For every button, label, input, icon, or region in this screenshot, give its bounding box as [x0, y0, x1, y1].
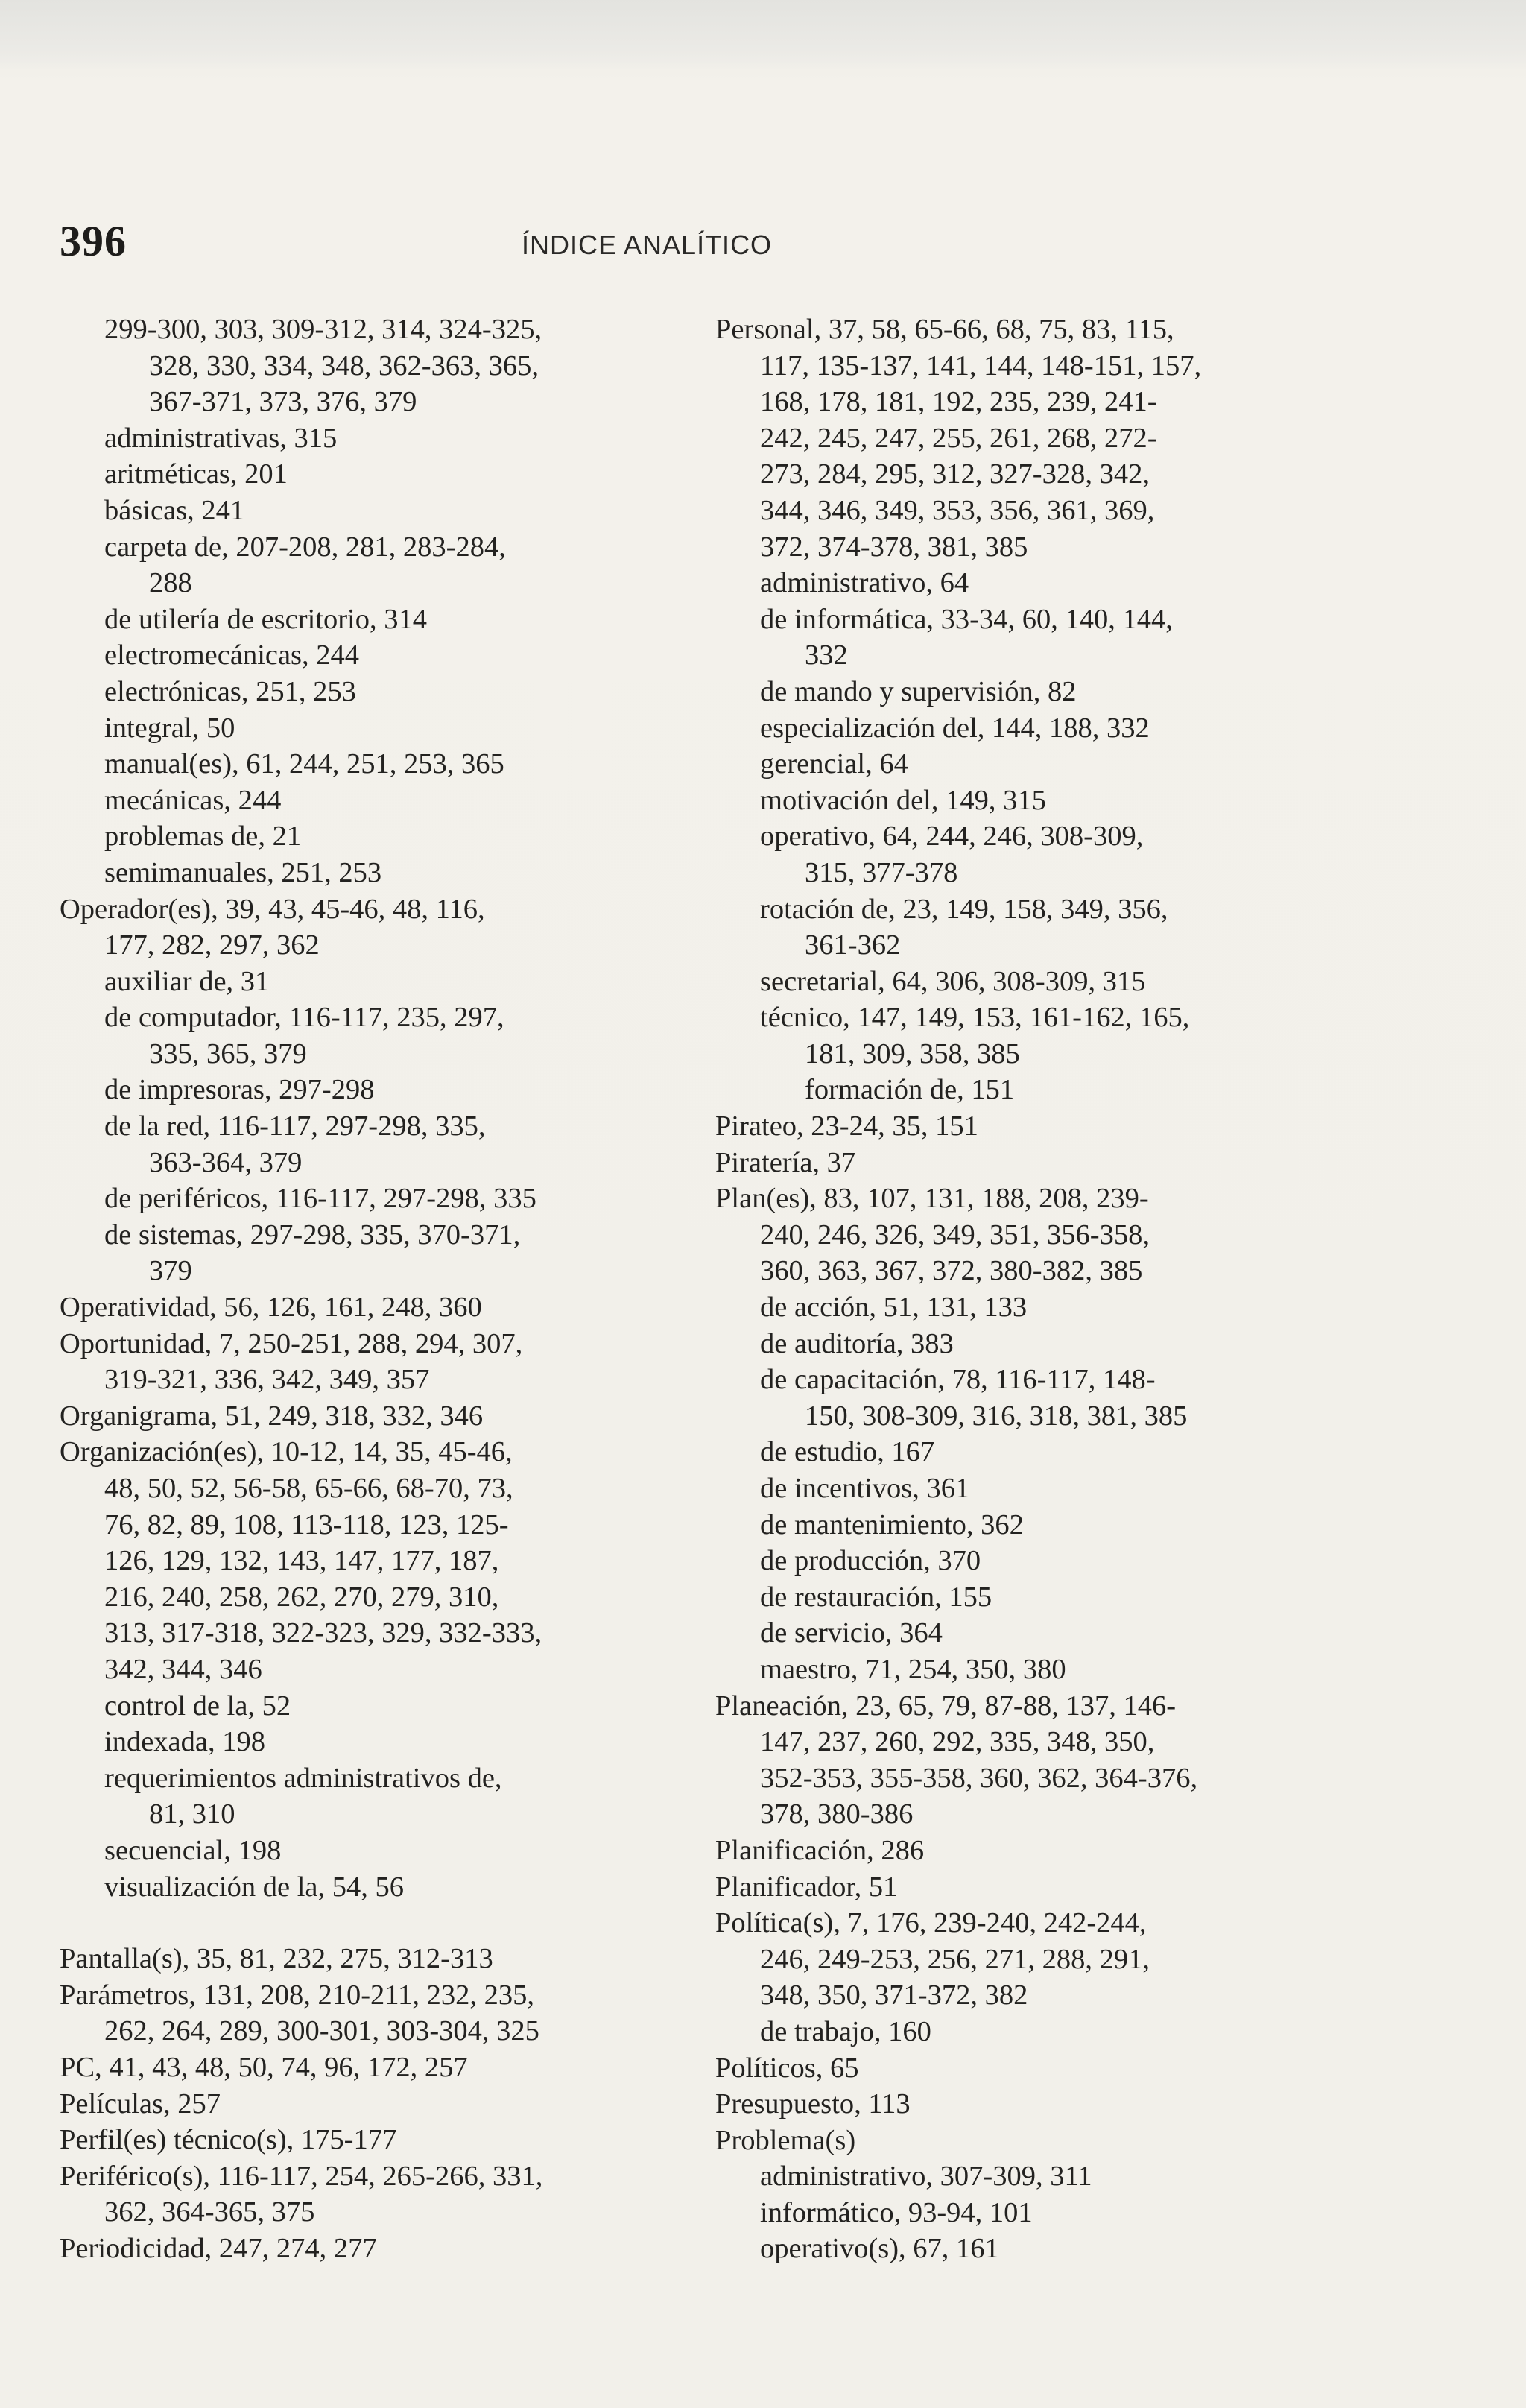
entry-line: de la red, 116-117, 297-298, 335, [104, 1110, 486, 1143]
index-subentry [760, 1470, 1371, 1507]
entry-line: control de la, 52 [104, 1690, 291, 1722]
entry-line: 181, 309, 358, 385 [805, 1037, 1020, 1069]
index-subentry [760, 1507, 1371, 1543]
entry-line: de estudio, 167 [760, 1436, 935, 1468]
index-subentry [760, 1579, 1371, 1616]
entry-line: de trabajo, 160 [760, 2015, 931, 2047]
index-entry [715, 1688, 1371, 1833]
entry-line: de mantenimiento, 362 [760, 1508, 1024, 1540]
index-subentry [760, 601, 1371, 674]
index-entry [715, 2086, 1371, 2123]
entry-line: de mando y supervisión, 82 [760, 675, 1077, 707]
entry-line: 76, 82, 89, 108, 113-118, 123, 125- [104, 1508, 509, 1540]
entry-line: operativo, 64, 244, 246, 308-309, [760, 821, 1144, 853]
index-entry [60, 1289, 700, 1326]
index-subentry [104, 1217, 700, 1289]
entry-line: Pantalla(s), 35, 81, 232, 275, 312-313 [60, 1943, 493, 1975]
entry-line: 372, 374-378, 381, 385 [760, 531, 1028, 563]
entry-line: formación de, 151 [805, 1074, 1015, 1106]
entry-line: secretarial, 64, 306, 308-309, 315 [760, 965, 1146, 997]
entry-line: de sistemas, 297-298, 335, 370-371, [104, 1219, 521, 1251]
index-subentry [760, 2158, 1371, 2195]
entry-line: de acción, 51, 131, 133 [760, 1292, 1028, 1324]
entry-line: Planeación, 23, 65, 79, 87-88, 137, 146- [715, 1690, 1177, 1722]
entry-line: Periodicidad, 247, 274, 277 [60, 2232, 377, 2264]
index-subentry [760, 710, 1371, 747]
entry-line: 126, 129, 132, 143, 147, 177, 187, [104, 1545, 499, 1577]
entry-line: mecánicas, 244 [104, 784, 282, 816]
entry-line: 150, 308-309, 316, 318, 381, 385 [805, 1400, 1188, 1432]
entry-line: maestro, 71, 254, 350, 380 [760, 1653, 1066, 1685]
index-entry [715, 1833, 1371, 1869]
index-subentry [104, 1072, 700, 1108]
entry-line: de computador, 116-117, 235, 297, [104, 1002, 504, 1034]
entry-line: 315, 377-378 [805, 856, 958, 888]
index-entry [60, 1398, 700, 1435]
index-subentry [104, 710, 700, 747]
page-number: 396 [60, 217, 127, 265]
index-subentry [760, 964, 1371, 1000]
index-subentry [104, 1724, 700, 1760]
index-subentry [760, 891, 1371, 964]
index-subentry [104, 1181, 700, 1217]
entry-line: 177, 282, 297, 362 [104, 929, 320, 961]
index-column-right [715, 312, 1371, 2267]
index-subentry [760, 1326, 1371, 1362]
index-subentry [760, 674, 1371, 710]
index-subentry [760, 1652, 1371, 1688]
index-subentry [104, 783, 700, 819]
entry-line: Políticos, 65 [715, 2052, 859, 2084]
entry-line: rotación de, 23, 149, 158, 349, 356, [760, 893, 1168, 925]
entry-line: 242, 245, 247, 255, 261, 268, 272- [760, 422, 1157, 454]
index-subentry [104, 312, 700, 420]
index-subentry [760, 1615, 1371, 1652]
index-subentry [104, 601, 700, 638]
index-subentry [104, 855, 700, 891]
entry-line: 367-371, 373, 376, 379 [149, 386, 417, 418]
entry-line: electromecánicas, 244 [104, 639, 360, 671]
entry-line: 117, 135-137, 141, 144, 148-151, 157, [760, 350, 1202, 382]
index-column-left [60, 312, 700, 2266]
index-subentry [760, 1289, 1371, 1326]
index-entry [60, 2050, 700, 2086]
entry-line: integral, 50 [104, 712, 235, 744]
entry-line: de periféricos, 116-117, 297-298, 335 [104, 1183, 536, 1215]
index-entry [60, 2122, 700, 2158]
index-subentry [760, 2014, 1371, 2050]
entry-line: PC, 41, 43, 48, 50, 74, 96, 172, 257 [60, 2051, 468, 2083]
entry-line: especialización del, 144, 188, 332 [760, 712, 1150, 744]
entry-line: Organigrama, 51, 249, 318, 332, 346 [60, 1400, 484, 1432]
entry-line: 48, 50, 52, 56-58, 65-66, 68-70, 73, [104, 1473, 513, 1504]
index-entry [715, 1869, 1371, 1906]
entry-line: 378, 380-386 [760, 1798, 914, 1830]
entry-line: 262, 264, 289, 300-301, 303-304, 325 [104, 2015, 539, 2047]
index-entry [60, 1977, 700, 2050]
entry-line: 362, 364-365, 375 [104, 2196, 315, 2228]
entry-line: Presupuesto, 113 [715, 2088, 911, 2120]
index-entry [715, 1905, 1371, 2014]
index-subentry [760, 2195, 1371, 2231]
index-subentry [760, 1434, 1371, 1470]
entry-line: 360, 363, 367, 372, 380-382, 385 [760, 1255, 1143, 1287]
index-subentry [760, 1543, 1371, 1579]
entry-line: 168, 178, 181, 192, 235, 239, 241- [760, 386, 1157, 418]
entry-line: carpeta de, 207-208, 281, 283-284, [104, 531, 506, 563]
entry-line: 332 [805, 639, 848, 671]
entry-line: 299-300, 303, 309-312, 314, 324-325, [104, 314, 542, 345]
entry-line: 352-353, 355-358, 360, 362, 364-376, [760, 1762, 1198, 1794]
entry-line: Parámetros, 131, 208, 210-211, 232, 235, [60, 1979, 534, 2011]
entry-line: Operador(es), 39, 43, 45-46, 48, 116, [60, 893, 485, 925]
index-entry [60, 891, 700, 964]
entry-line: de impresoras, 297-298 [104, 1074, 375, 1106]
index-entry [60, 1326, 700, 1398]
entry-line: Pirateo, 23-24, 35, 151 [715, 1110, 978, 1143]
entry-line: problemas de, 21 [104, 821, 302, 853]
entry-line: Planificación, 286 [715, 1834, 925, 1866]
entry-line: 81, 310 [149, 1798, 235, 1830]
entry-line: motivación del, 149, 315 [760, 784, 1046, 816]
entry-line: 344, 346, 349, 353, 356, 361, 369, [760, 494, 1155, 526]
index-subentry [104, 1688, 700, 1725]
index-subentry [104, 674, 700, 710]
index-subentry [104, 493, 700, 529]
entry-line: Operatividad, 56, 126, 161, 248, 360 [60, 1292, 482, 1324]
page-header [60, 216, 1475, 276]
entry-line: administrativo, 64 [760, 567, 969, 599]
index-subentry [104, 456, 700, 493]
entry-line: operativo(s), 67, 161 [760, 2233, 999, 2265]
entry-line: de utilería de escritorio, 314 [104, 603, 427, 635]
entry-line: de incentivos, 361 [760, 1473, 970, 1504]
index-entry [60, 1434, 700, 1687]
entry-line: de restauración, 155 [760, 1581, 992, 1613]
entry-line: manual(es), 61, 244, 251, 253, 365 [104, 748, 504, 780]
entry-line: administrativo, 307-309, 311 [760, 2161, 1092, 2193]
index-subentry [760, 2231, 1371, 2267]
scan-top-edge [0, 0, 1526, 72]
entry-line: de auditoría, 383 [760, 1327, 954, 1359]
entry-line: semimanuales, 251, 253 [104, 856, 382, 888]
entry-line: 313, 317-318, 322-323, 329, 332-333, [104, 1617, 542, 1649]
entry-line: administrativas, 315 [104, 422, 338, 454]
entry-line: Perfil(es) técnico(s), 175-177 [60, 2124, 397, 2156]
index-subentry [104, 1869, 700, 1906]
entry-line: técnico, 147, 149, 153, 161-162, 165, [760, 1002, 1190, 1034]
index-entry [60, 2086, 700, 2123]
entry-line: electrónicas, 251, 253 [104, 675, 356, 707]
entry-line: 319-321, 336, 342, 349, 357 [104, 1364, 430, 1396]
entry-line: requerimientos administrativos de, [104, 1762, 502, 1794]
index-entry [715, 2123, 1371, 2159]
index-entry [60, 2158, 700, 2231]
entry-line: 348, 350, 371-372, 382 [760, 1979, 1028, 2012]
index-subentry [760, 565, 1371, 601]
index-entry [715, 2050, 1371, 2087]
index-entry [60, 2231, 700, 2267]
index-subentry [104, 818, 700, 855]
entry-line: de producción, 370 [760, 1545, 981, 1577]
entry-line: visualización de la, 54, 56 [104, 1871, 404, 1903]
entry-line: de informática, 33-34, 60, 140, 144, [760, 603, 1173, 635]
index-entry [715, 1145, 1371, 1181]
entry-line: Piratería, 37 [715, 1146, 856, 1178]
index-subentry [104, 999, 700, 1072]
index-entry [715, 1108, 1371, 1145]
entry-line: 363-364, 379 [149, 1146, 303, 1178]
entry-line: Política(s), 7, 176, 239-240, 242-244, [715, 1907, 1147, 1939]
entry-line: secuencial, 198 [104, 1834, 282, 1866]
entry-line: 240, 246, 326, 349, 351, 356-358, [760, 1219, 1150, 1251]
index-subentry [760, 783, 1371, 819]
entry-line: Personal, 37, 58, 65-66, 68, 75, 83, 115, [715, 314, 1174, 345]
entry-line: aritméticas, 201 [104, 458, 288, 490]
index-entry [60, 1941, 700, 1977]
entry-line: 328, 330, 334, 348, 362-363, 365, [149, 350, 539, 382]
entry-line: informático, 93-94, 101 [760, 2196, 1033, 2228]
entry-line: 342, 344, 346 [104, 1653, 262, 1685]
entry-line: 335, 365, 379 [149, 1037, 307, 1069]
running-head: ÍNDICE ANALÍTICO [522, 230, 773, 260]
entry-line: gerencial, 64 [760, 748, 908, 780]
entry-line: 147, 237, 260, 292, 335, 348, 350, [760, 1726, 1155, 1758]
entry-line: 246, 249-253, 256, 271, 288, 291, [760, 1943, 1150, 1975]
entry-line: Planificador, 51 [715, 1871, 898, 1903]
index-subentry [104, 1108, 700, 1181]
index-subentry [104, 637, 700, 674]
index-entry [715, 312, 1371, 565]
index-subentry [104, 1760, 700, 1833]
index-subentry [760, 999, 1371, 1072]
entry-line: Oportunidad, 7, 250-251, 288, 294, 307, [60, 1327, 523, 1359]
entry-line: 216, 240, 258, 262, 270, 279, 310, [104, 1581, 499, 1613]
entry-line: de capacitación, 78, 116-117, 148- [760, 1364, 1156, 1396]
entry-line: Películas, 257 [60, 2088, 221, 2120]
entry-line: 288 [149, 567, 192, 599]
entry-line: 361-362 [805, 929, 901, 961]
index-subentry [760, 818, 1371, 891]
index-subentry [104, 420, 700, 457]
index-subentry [104, 964, 700, 1000]
entry-line: Plan(es), 83, 107, 131, 188, 208, 239- [715, 1183, 1149, 1215]
index-subentry [104, 1833, 700, 1869]
entry-line: Organización(es), 10-12, 14, 35, 45-46, [60, 1436, 513, 1468]
entry-line: 379 [149, 1255, 192, 1287]
entry-line: 273, 284, 295, 312, 327-328, 342, [760, 458, 1150, 490]
entry-line: Problema(s) [715, 2124, 856, 2156]
index-subentry [760, 1362, 1371, 1434]
index-entry [715, 1181, 1371, 1289]
entry-line: indexada, 198 [104, 1726, 265, 1758]
index-subentry [104, 529, 700, 601]
entry-line: auxiliar de, 31 [104, 965, 270, 997]
index-subentry [805, 1072, 1371, 1108]
index-subentry [104, 746, 700, 783]
entry-line: básicas, 241 [104, 494, 245, 526]
entry-line: de servicio, 364 [760, 1617, 943, 1649]
index-subentry [760, 746, 1371, 783]
entry-line: Periférico(s), 116-117, 254, 265-266, 331, [60, 2160, 543, 2192]
